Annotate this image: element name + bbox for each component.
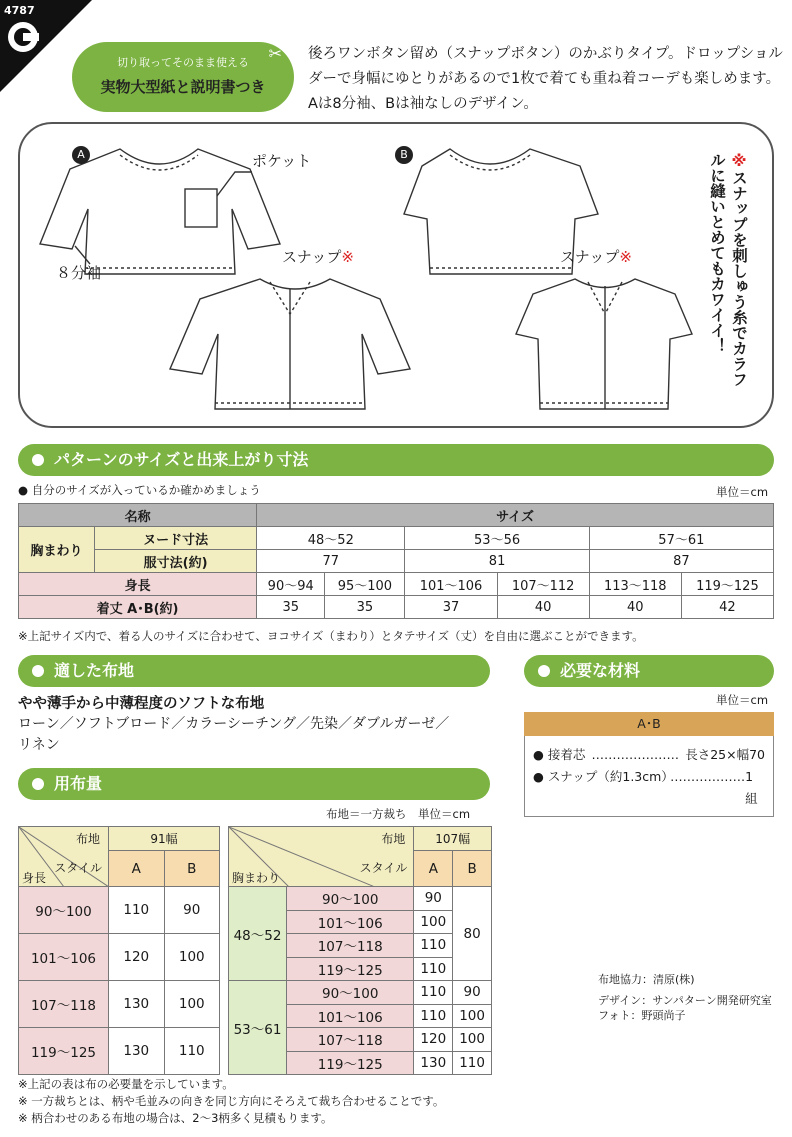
fabric-section-title: 適した布地 — [54, 661, 135, 680]
row-height: 107〜118 — [287, 934, 414, 958]
scissors-icon: ✂ — [268, 44, 282, 63]
bullet-dot-icon — [32, 778, 44, 790]
yardage-section-title: 用布量 — [54, 774, 103, 793]
material-header: A･B — [524, 712, 774, 736]
length-label: 着丈 A･B(約) — [19, 596, 257, 619]
size-section-title: パターンのサイズと出来上がり寸法 — [54, 450, 309, 469]
credit-photo: フォト：野頭尚子 — [598, 1009, 686, 1022]
material-item-name: ● 接着芯 — [533, 747, 586, 762]
fabric-list-line2: リネン — [18, 737, 60, 753]
side-note-text: スナップを刺しゅう糸でカラフルに縫いとめてもカワイイ！ — [708, 152, 748, 387]
chest-group: 53〜61 — [229, 981, 287, 1075]
nude-val: 48〜52 — [257, 527, 405, 550]
footnote-2: ※ 一方裁ちとは、柄や毛並みの向きを同じ方向にそろえて裁ち合わせることです。 — [18, 1094, 445, 1108]
height-val: 113〜118 — [589, 573, 681, 596]
cell-b: 100 — [453, 1028, 492, 1052]
side-note — [690, 152, 750, 402]
cell-a: 120 — [109, 934, 165, 981]
pocket-label: ポケット — [252, 152, 312, 170]
material-section-bar — [524, 655, 774, 687]
snap-a-text: スナップ — [282, 248, 342, 266]
garment-val: 81 — [405, 550, 589, 573]
col-name: 名称 — [19, 504, 257, 527]
row-height: 119〜125 — [287, 1051, 414, 1075]
length-val: 40 — [589, 596, 681, 619]
length-val: 37 — [405, 596, 497, 619]
row-height: 119〜125 — [287, 957, 414, 981]
fabric-section-bar — [18, 655, 490, 687]
yardage-table-91 — [18, 826, 220, 1075]
row-height: 101〜106 — [19, 934, 109, 981]
snap-b-mark: ※ — [619, 248, 632, 266]
cell-a: 110 — [414, 981, 453, 1005]
hdr-style: スタイル — [54, 861, 102, 875]
cell-a: 120 — [414, 1028, 453, 1052]
col-a: A — [109, 851, 165, 887]
fabric-headline: やや薄手から中薄程度のソフトな布地 — [18, 696, 265, 712]
badge-line2: 実物大型紙と説明書つき — [100, 78, 266, 96]
nude-label: ヌード寸法 — [95, 527, 257, 550]
material-item-dots: ……………… — [670, 769, 746, 784]
cell-a: 100 — [414, 910, 453, 934]
col-size: サイズ — [257, 504, 774, 527]
hdr-fabric: 布地 — [75, 832, 100, 846]
height-label: 身長 — [19, 573, 257, 596]
cell-a: 110 — [414, 957, 453, 981]
nude-val: 53〜56 — [405, 527, 589, 550]
intro-text: 後ろワンボタン留め（スナップボタン）のかぶりタイプ。ドロップショルダーで身幅にゆとりがあるので1枚で着ても重ね着コーデも楽しめます。Aは8分袖、Bは袖なしのデザイン。 — [308, 46, 783, 112]
bullet-dot-icon — [32, 665, 44, 677]
size-note: ● 自分のサイズが入っているか確かめましょう — [18, 483, 261, 497]
chest-group: 48〜52 — [229, 887, 287, 981]
material-unit: 単位＝cm — [716, 693, 769, 707]
row-height: 107〜118 — [287, 1028, 414, 1052]
footnotes — [18, 1076, 444, 1127]
height-val: 119〜125 — [681, 573, 773, 596]
cell-a: 110 — [414, 934, 453, 958]
height-val: 95〜100 — [325, 573, 405, 596]
cell-b: 110 — [453, 1051, 492, 1075]
snap-label-a — [282, 246, 354, 267]
sleeve-label: ８分袖 — [56, 264, 102, 282]
garment-val: 77 — [257, 550, 405, 573]
snap-b-text: スナップ — [560, 248, 620, 266]
feature-badge — [72, 42, 294, 112]
cell-b: 100 — [453, 1004, 492, 1028]
row-height: 101〜106 — [287, 1004, 414, 1028]
length-val: 35 — [325, 596, 405, 619]
col-b: B — [453, 851, 492, 887]
material-item-value: 長さ25×幅70 — [685, 747, 765, 762]
material-section-title: 必要な材料 — [560, 661, 641, 680]
hdr-fabric: 布地 — [381, 832, 406, 846]
size-unit: 単位＝cm — [716, 485, 769, 499]
size-footnote: ※上記サイズ内で、着る人のサイズに合わせて、ヨコサイズ（まわり）とタテサイズ（丈）を自由に選ぶことができます。 — [18, 629, 644, 643]
height-val: 90〜94 — [257, 573, 325, 596]
row-height: 90〜100 — [19, 887, 109, 934]
cell-a: 110 — [109, 887, 165, 934]
nude-val: 57〜61 — [589, 527, 773, 550]
credit-design: デザイン：サンパターン開発研究室 — [598, 994, 772, 1007]
style-b-label: B — [395, 146, 413, 164]
row-height: 119〜125 — [19, 1028, 109, 1075]
cell-b: 100 — [164, 934, 220, 981]
cell-a: 130 — [109, 1028, 165, 1075]
header-corner — [229, 827, 414, 887]
illustration-panel — [18, 122, 774, 428]
bullet-dot-icon — [32, 454, 44, 466]
material-item — [533, 744, 765, 766]
row-height: 90〜100 — [287, 981, 414, 1005]
badge-line1: 切り取ってそのまま使える — [117, 56, 249, 69]
snap-a-mark: ※ — [341, 248, 354, 266]
cell-b: 110 — [164, 1028, 220, 1075]
hdr-style: スタイル — [359, 861, 408, 875]
cell-b: 100 — [164, 981, 220, 1028]
size-table — [18, 503, 774, 619]
hdr-height: 身長 — [22, 871, 47, 885]
credit-fabric: 布地協力：清原(株) — [598, 973, 695, 986]
garment-label: 服寸法(約) — [95, 550, 257, 573]
width-107: 107幅 — [414, 827, 492, 851]
row-height: 90〜100 — [287, 887, 414, 911]
chest-label: 胸まわり — [19, 527, 95, 573]
hdr-chest: 胸まわり — [232, 871, 281, 885]
cell-a: 130 — [109, 981, 165, 1028]
height-val: 101〜106 — [405, 573, 497, 596]
cell-b: 90 — [453, 981, 492, 1005]
garment-drawings — [20, 124, 776, 430]
side-note-mark: ※ — [730, 152, 748, 170]
cell-b: 90 — [164, 887, 220, 934]
height-val: 107〜112 — [497, 573, 589, 596]
row-height: 107〜118 — [19, 981, 109, 1028]
material-item-dots: ………………… — [591, 747, 680, 762]
yardage-table-107 — [228, 826, 492, 1075]
cell-a: 90 — [414, 887, 453, 911]
yardage-section-bar — [18, 768, 490, 800]
shirt-a-front — [40, 149, 280, 274]
style-a-label: A — [72, 146, 90, 164]
product-code: 4787 — [4, 4, 35, 17]
cell-b: 80 — [453, 887, 492, 981]
row-height: 101〜106 — [287, 910, 414, 934]
length-val: 40 — [497, 596, 589, 619]
length-val: 42 — [681, 596, 773, 619]
footnote-1: ※上記の表は布の必要量を示しています。 — [18, 1077, 234, 1091]
header-corner — [19, 827, 109, 887]
yardage-note: 布地＝一方裁ち 単位＝cm — [326, 807, 471, 821]
snap-label-b — [560, 246, 632, 267]
material-item-name: ● スナップ（約1.3cm） — [533, 769, 674, 784]
material-item-value: 1組 — [745, 769, 758, 806]
col-a: A — [414, 851, 453, 887]
garment-val: 87 — [589, 550, 773, 573]
footnote-3: ※ 柄合わせのある布地の場合は、2〜3柄多く見積もります。 — [18, 1111, 333, 1125]
pocket-shape — [185, 189, 217, 227]
bullet-dot-icon — [538, 665, 550, 677]
shirt-b-back — [516, 279, 692, 409]
material-box — [524, 712, 774, 817]
cell-a: 130 — [414, 1051, 453, 1075]
brand-logo — [8, 22, 38, 52]
col-b: B — [164, 851, 220, 887]
size-section-bar — [18, 444, 774, 476]
cell-a: 110 — [414, 1004, 453, 1028]
material-item — [533, 766, 765, 810]
fabric-list-line1: ローン／ソフトブロード／カラーシーチング／先染／ダブルガーゼ／ — [18, 716, 450, 732]
length-val: 35 — [257, 596, 325, 619]
width-91: 91幅 — [109, 827, 220, 851]
